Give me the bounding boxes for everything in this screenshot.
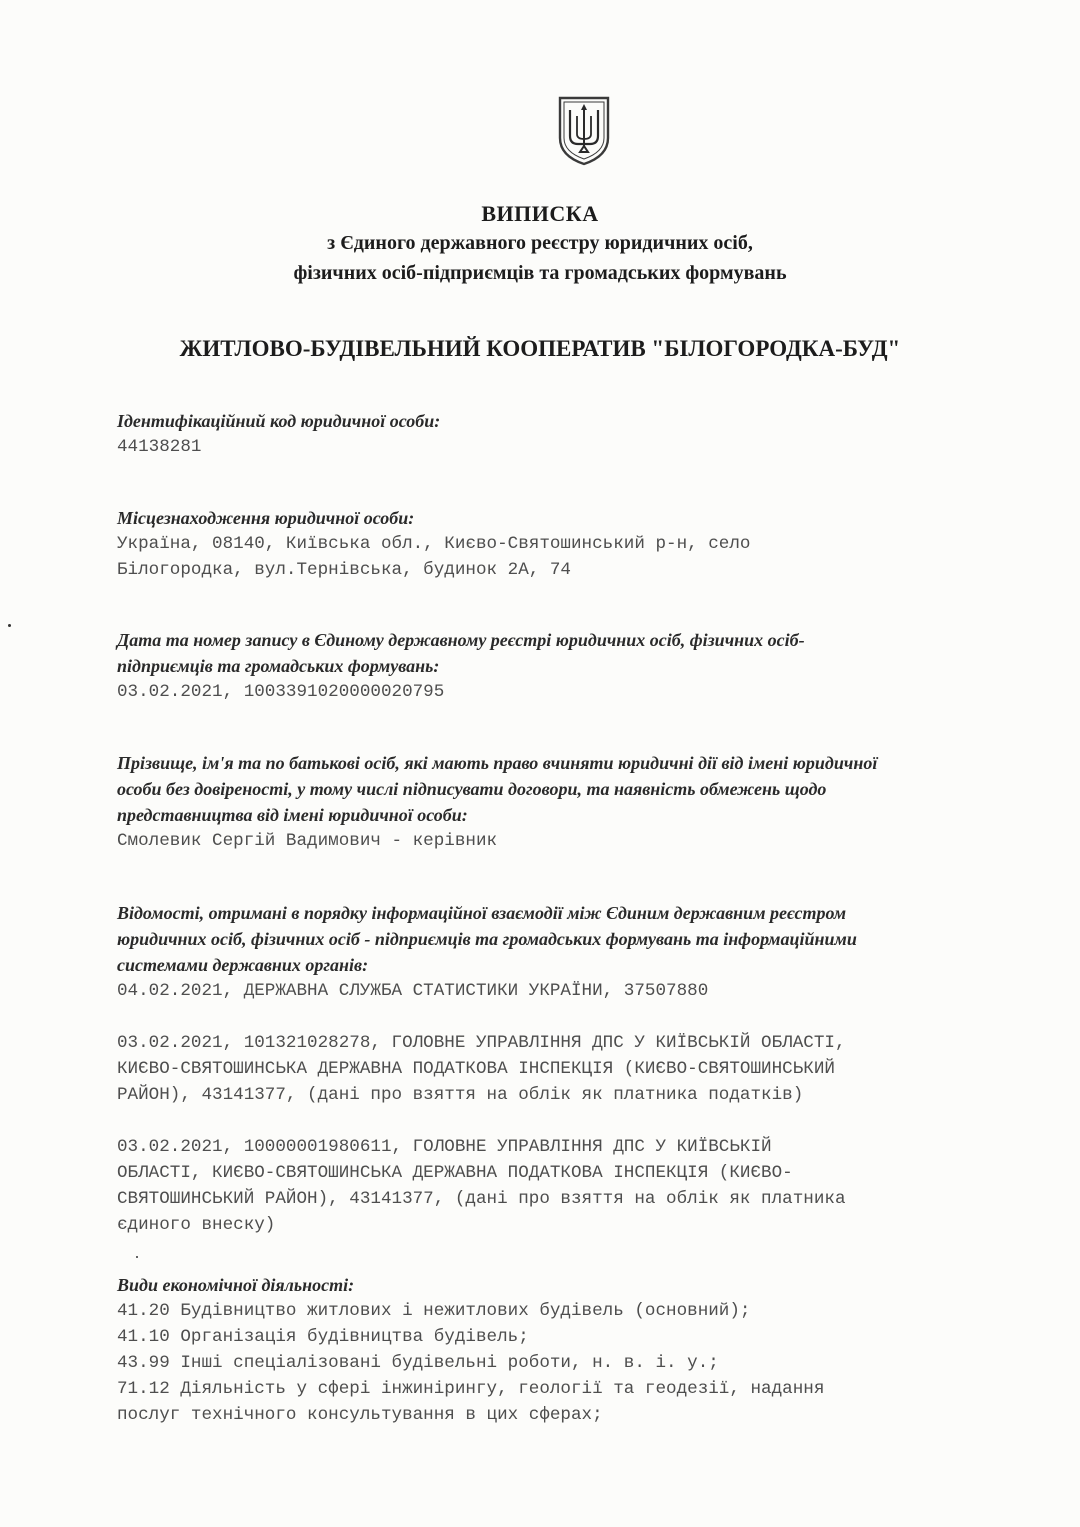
activity-item: 41.20 Будівництво житлових і нежитлових будівель (основний); <box>117 1301 751 1321</box>
interaction-entry-3-line-2: ОБЛАСТІ, КИЄВО-СВЯТОШИНСЬКА ДЕРЖАВНА ПОДАТКОВА ІНСПЕКЦІЯ (КИЄВО- <box>117 1163 793 1183</box>
representatives-label-line-3: представництва від імені юридичної особи: <box>117 805 468 825</box>
activity-item: 41.10 Організація будівництва будівель; <box>117 1327 529 1347</box>
document-subtitle-line-2: фізичних осіб-підприємців та громадських формувань <box>293 262 787 284</box>
activities-section <box>117 1272 1057 1428</box>
activities-label: Види економічної діяльності: <box>117 1275 355 1295</box>
registration-label-line-2: підприємців та громадських формувань: <box>117 656 440 676</box>
interaction-section <box>117 900 1057 1238</box>
representatives-section <box>117 750 1057 854</box>
representatives-label-line-1: Прізвище, ім'я та по батькові осіб, які мають право вчиняти юридичні дії від імені юридичної <box>117 753 878 773</box>
interaction-label-line-2: юридичних осіб, фізичних осіб - підприємців та громадських формувань та інформаційними <box>117 929 857 949</box>
organization-name: ЖИТЛОВО-БУДІВЕЛЬНИЙ КООПЕРАТИВ "БІЛОГОРОДКА-БУД" <box>179 336 901 361</box>
id-code-label: Ідентифікаційний код юридичної особи: <box>117 411 441 431</box>
document-subtitle-line-1: з Єдиного державного реєстру юридичних осіб, <box>327 232 753 254</box>
document-title: ВИПИСКА <box>481 201 599 226</box>
location-section <box>117 505 1057 583</box>
interaction-entry-2-line-3: РАЙОН), 43141377, (дані про взяття на облік як платника податків) <box>117 1085 804 1105</box>
registration-value: 03.02.2021, 1003391020000020795 <box>117 682 445 702</box>
interaction-entry-2-line-1: 03.02.2021, 101321028278, ГОЛОВНЕ УПРАВЛІННЯ ДПС У КИЇВСЬКІЙ ОБЛАСТІ, <box>117 1033 846 1053</box>
representatives-value: Смолевик Сергій Вадимович - керівник <box>117 831 498 851</box>
interaction-entry-2-line-2: КИЄВО-СВЯТОШИНСЬКА ДЕРЖАВНА ПОДАТКОВА ІНСПЕКЦІЯ (КИЄВО-СВЯТОШИНСЬКИЙ <box>117 1059 835 1079</box>
interaction-entry-3-line-1: 03.02.2021, 10000001980611, ГОЛОВНЕ УПРАВЛІННЯ ДПС У КИЇВСЬКІЙ <box>117 1137 772 1157</box>
id-code-value: 44138281 <box>117 437 202 457</box>
interaction-entry-1: 04.02.2021, ДЕРЖАВНА СЛУЖБА СТАТИСТИКИ УКРАЇНИ, 37507880 <box>117 981 709 1001</box>
registration-label-line-1: Дата та номер запису в Єдиному державному реєстрі юридичних осіб, фізичних осіб- <box>117 630 805 650</box>
activity-item: 43.99 Інші спеціалізовані будівельні роботи, н. в. і. у.; <box>117 1353 719 1373</box>
interaction-label-line-1: Відомості, отримані в порядку інформаційної взаємодії між Єдиним державним реєстром <box>117 903 847 923</box>
interaction-entry-3-line-4: єдиного внеску) <box>117 1215 276 1235</box>
location-line-1: Україна, 08140, Київська обл., Києво-Святошинський р-н, село <box>117 534 751 554</box>
scan-speck <box>136 1256 138 1258</box>
registration-section <box>117 627 1057 705</box>
location-label: Місцезнаходження юридичної особи: <box>117 508 415 528</box>
scan-speck <box>8 624 11 627</box>
coat-of-arms-icon <box>556 94 612 166</box>
location-line-2: Білогородка, вул.Тернівська, будинок 2А, 74 <box>117 560 571 580</box>
activity-item-continued: послуг технічного консультування в цих сферах; <box>117 1405 603 1425</box>
representatives-label-line-2: особи без довіреності, у тому числі підписувати договори, та наявність обмежень щодо <box>117 779 827 799</box>
interaction-label-line-3: системами державних органів: <box>117 955 369 975</box>
interaction-entry-3-line-3: СВЯТОШИНСЬКИЙ РАЙОН), 43141377, (дані про взяття на облік як платника <box>117 1189 846 1209</box>
activity-item: 71.12 Діяльність у сфері інжинірингу, геології та геодезії, надання <box>117 1379 825 1399</box>
id-code-section <box>117 408 1057 460</box>
